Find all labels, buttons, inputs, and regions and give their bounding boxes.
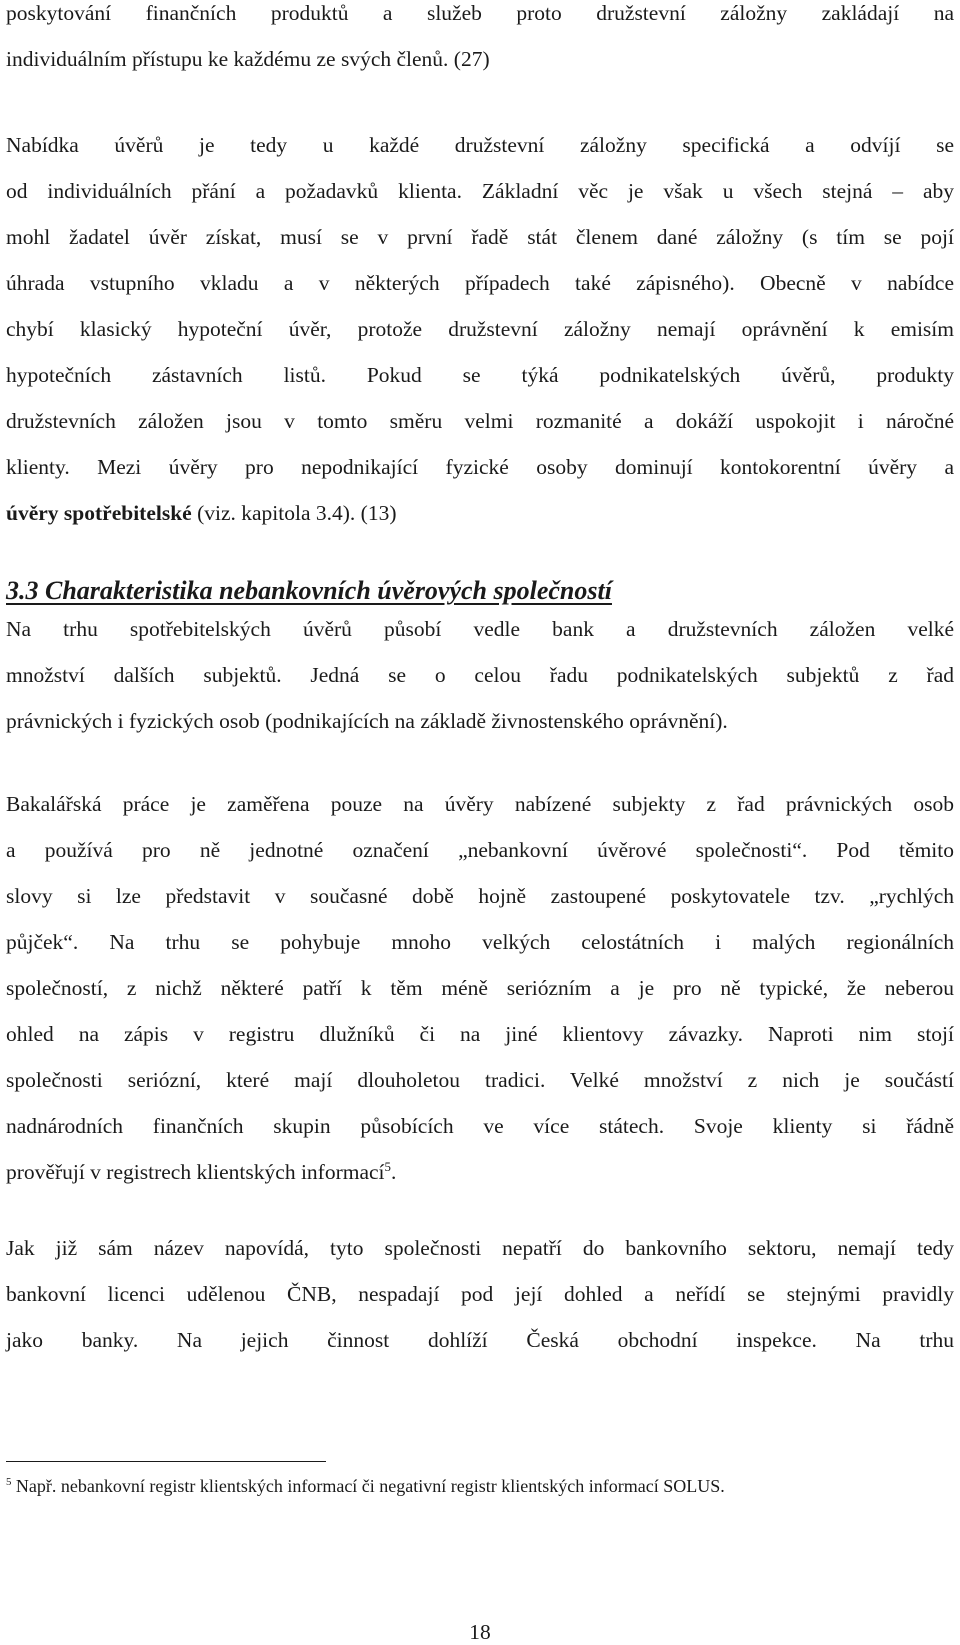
text-line: množství dalších subjektů. Jedná se o celou řadu podnikatelských subjektů z řad: [6, 663, 954, 687]
text-line: hypotečních zástavních listů. Pokud se týká podnikatelských úvěrů, produkty: [6, 363, 954, 387]
paragraph-3: [6, 606, 954, 744]
text-line: slovy si lze představit v současné době hojně zastoupené poskytovatele tzv. „rychlých: [6, 884, 954, 908]
text-line: chybí klasický hypoteční úvěr, protože družstevní záložny nemají oprávnění k emisím: [6, 317, 954, 341]
paragraph-4: [6, 781, 954, 1195]
text-fragment: (viz. kapitola 3.4). (13): [191, 501, 397, 525]
footnote-separator: [6, 1461, 326, 1462]
text-line: individuálním přístupu ke každému ze svých členů. (27): [6, 47, 490, 71]
text-line: Na trhu spotřebitelských úvěrů působí vedle bank a družstevních záložen velké: [6, 617, 954, 641]
text-line: a používá pro ně jednotné označení „nebankovní úvěrové společnosti“. Pod těmito: [6, 838, 954, 862]
text-line: ohled na zápis v registru dlužníků či na jiné klientovy závazky. Naproti nim stojí: [6, 1022, 954, 1046]
text-line: [6, 490, 954, 536]
text-line: společnosti seriózní, které mají dlouholetou tradici. Velké množství z nich je součástí: [6, 1068, 954, 1092]
paragraph-1: [6, 0, 954, 82]
text-line: poskytování finančních produktů a služeb proto družstevní záložny zakládají na: [6, 1, 954, 25]
text-line: nadnárodních finančních skupin působících ve více státech. Svoje klienty si řádně: [6, 1114, 954, 1138]
text-line: společností, z nichž některé patří k těm méně seriózním a je pro ně typické, že neberou: [6, 976, 954, 1000]
text-line: družstevních záložen jsou v tomto směru velmi rozmanité a dokáží uspokojit i náročné: [6, 409, 954, 433]
text-fragment: prověřují v registrech klientských informací: [6, 1160, 385, 1184]
paragraph-5: [6, 1225, 954, 1363]
bold-term: úvěry spotřebitelské: [6, 501, 192, 525]
text-line: právnických i fyzických osob (podnikajících na základě živnostenského oprávnění).: [6, 709, 728, 733]
footnote: [6, 1476, 725, 1497]
text-line: od individuálních přání a požadavků klienta. Základní věc je však u všech stejná – aby: [6, 179, 954, 203]
section-heading: 3.3 Charakteristika nebankovních úvěrových společností: [6, 576, 612, 605]
text-line: Nabídka úvěrů je tedy u každé družstevní záložny specifická a odvíjí se: [6, 133, 954, 157]
text-line: klienty. Mezi úvěry pro nepodnikající fyzické osoby dominují kontokorentní úvěry a: [6, 455, 954, 479]
page-number: 18: [469, 1620, 491, 1644]
paragraph-2: [6, 122, 954, 536]
footnote-text: Např. nebankovní registr klientských informací či negativní registr klientských informací SOLUS.: [11, 1476, 725, 1496]
text-line: [6, 1149, 954, 1195]
text-line: jako banky. Na jejich činnost dohlíží Česká obchodní inspekce. Na trhu: [6, 1328, 954, 1352]
text-line: půjček“. Na trhu se pohybuje mnoho velkých celostátních i malých regionálních: [6, 930, 954, 954]
text-fragment: .: [390, 1160, 397, 1184]
text-line: Jak již sám název napovídá, tyto společnosti nepatří do bankovního sektoru, nemají tedy: [6, 1236, 954, 1260]
text-line: bankovní licenci udělenou ČNB, nespadají pod její dohled a neřídí se stejnými pravidly: [6, 1282, 954, 1306]
text-line: úhrada vstupního vkladu a v některých případech také zápisného). Obecně v nabídce: [6, 271, 954, 295]
text-line: Bakalářská práce je zaměřena pouze na úvěry nabízené subjekty z řad právnických osob: [6, 792, 954, 816]
footnote-reference[interactable]: 5: [384, 1159, 391, 1174]
text-line: mohl žadatel úvěr získat, musí se v první řadě stát členem dané záložny (s tím se pojí: [6, 225, 954, 249]
footnote-number: 5: [6, 1476, 12, 1488]
